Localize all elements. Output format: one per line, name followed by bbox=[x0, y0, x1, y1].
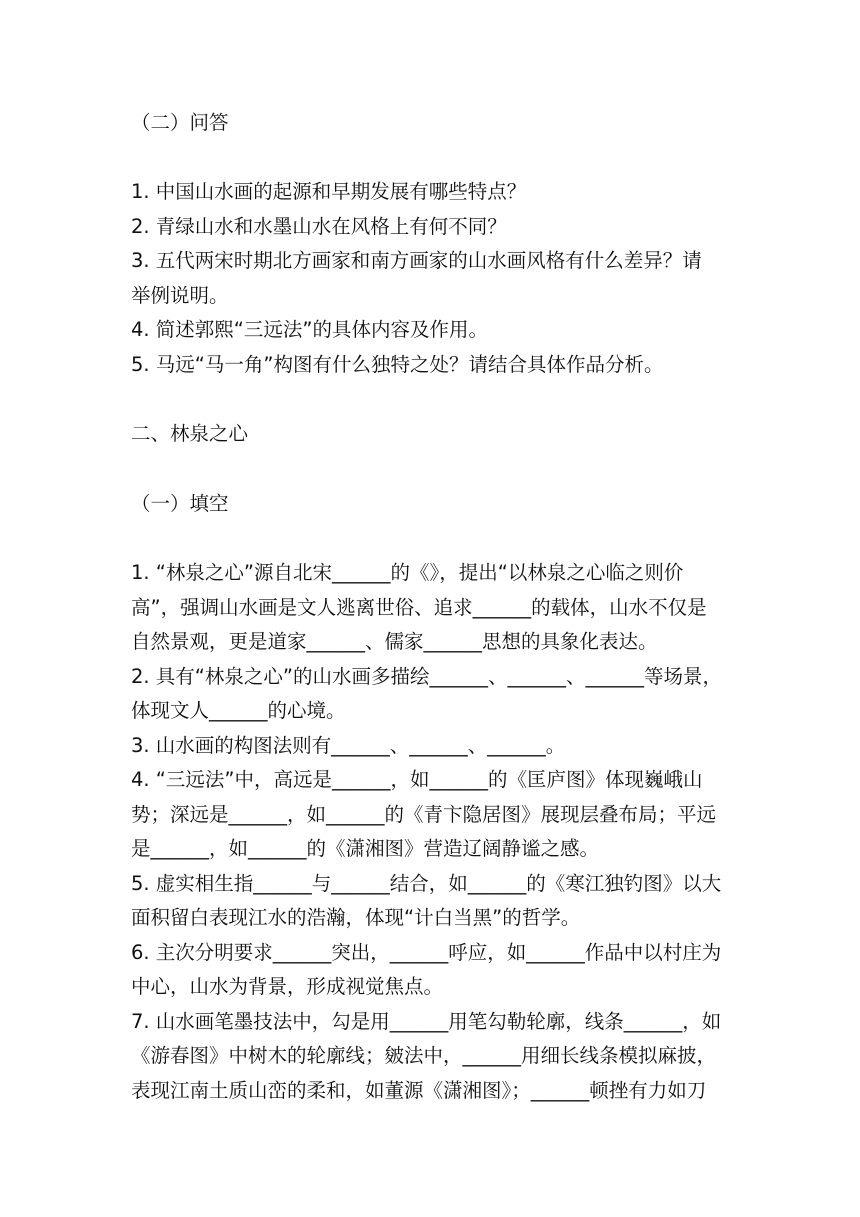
spacer bbox=[131, 382, 740, 417]
qa-item: 4. 简述郭熙“三远法”的具体内容及作用。 bbox=[131, 318, 489, 341]
fill-heading: （一）填空 bbox=[131, 492, 229, 515]
fill-line: 中心，山水为背景，形成视觉焦点。 bbox=[131, 975, 444, 998]
fill-line: 势；深远是______，如______的《青卞隐居图》展现层叠布局；平远 bbox=[131, 802, 717, 826]
fill-line: 面积留白表现江水的浩瀚，体现“计白当黑”的哲学。 bbox=[131, 906, 581, 929]
fill-line: 2. 具有“林泉之心”的山水画多描绘______、______、______等场景， bbox=[131, 664, 723, 688]
qa-heading: （二）问答 bbox=[131, 111, 229, 134]
fill-line: 表现江南土质山峦的柔和，如董源《潇湘图》；______顿挫有力如刀 bbox=[131, 1078, 707, 1102]
fill-line: 6. 主次分明要求______突出，______呼应，如______作品中以村庄为 bbox=[131, 940, 722, 964]
qa-item-continuation: 举例说明。 bbox=[131, 283, 229, 307]
qa-item: 3. 五代两宋时期北方画家和南方画家的山水画风格有什么差异？请 bbox=[131, 249, 702, 272]
fill-line: 3. 山水画的构图法则有______、______、______。 bbox=[131, 733, 566, 757]
qa-item: 2. 青绿山水和水墨山水在风格上有何不同？ bbox=[131, 214, 507, 238]
fill-line: 1. “林泉之心”源自北宋______的《》，提出“以林泉之心临之则价 bbox=[131, 561, 684, 584]
fill-line: 体现文人______的心境。 bbox=[131, 699, 346, 722]
spacer bbox=[131, 522, 740, 557]
fill-line: 5. 虚实相生指______与______结合，如______的《寒江独钓图》以大 bbox=[131, 871, 722, 895]
spacer bbox=[131, 141, 740, 176]
section-heading: 二、林泉之心 bbox=[131, 421, 249, 445]
fill-line: 高”，强调山水画是文人逃离世俗、追求______的载体，山水不仅是 bbox=[131, 595, 707, 619]
fill-line: 《游春图》中树木的轮廓线；皴法中，______用细长线条模拟麻披， bbox=[131, 1044, 717, 1067]
spacer bbox=[131, 451, 740, 487]
qa-item: 1. 中国山水画的起源和早期发展有哪些特点？ bbox=[131, 180, 527, 203]
fill-line: 4. “三远法”中，高远是______，如______的《匡庐图》体现巍峨山 bbox=[131, 768, 703, 791]
fill-line: 自然景观，更是道家______、儒家______思想的具象化表达。 bbox=[131, 630, 658, 653]
qa-item: 5. 马远“马一角”构图有什么独特之处？请结合具体作品分析。 bbox=[131, 352, 664, 376]
fill-line: 7. 山水画笔墨技法中，勾是用______用笔勾勒轮廓，线条______，如 bbox=[131, 1009, 722, 1033]
fill-line: 是______，如______的《潇湘图》营造辽阔静谧之感。 bbox=[131, 837, 600, 860]
